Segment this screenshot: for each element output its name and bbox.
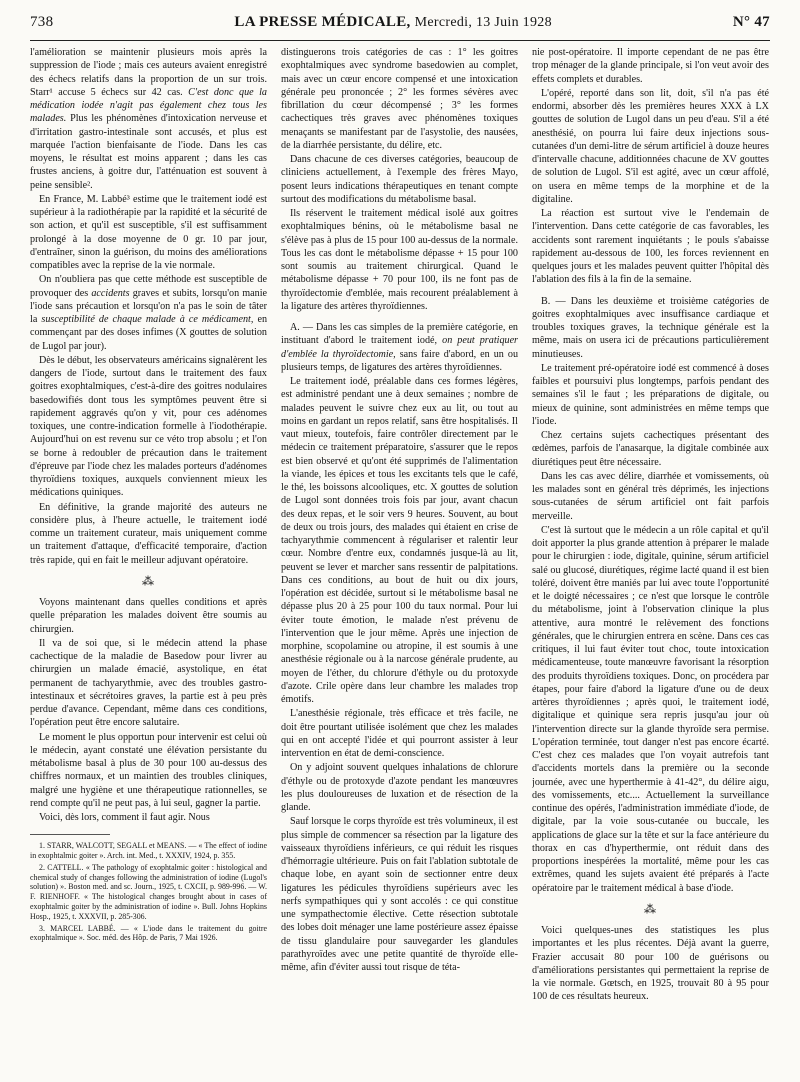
section-divider: ⁂ xyxy=(644,901,657,916)
paragraph: En définitive, la grande majorité des auteurs ne considère plus, à l'heure actuelle, le traitement iodé comme un traitement curateur, mais uniquement comme un traitement d'attaque, d'efficacité temporaire, d'action très rapide, qui en fait le meilleur adjuvant opératoire. xyxy=(30,501,267,566)
paragraph: L'anesthésie régionale, très efficace et très facile, ne doit être pourtant utilisée isolément que chez les malades qui en ont accepté l'idée et qui pourront assister à leur intervention en état de demi-conscience. xyxy=(281,708,518,759)
column-3 xyxy=(532,46,769,1068)
section-b: B. — Dans les deuxième et troisième catégories de goitres exophtalmiques avec insuffisance cardiaque et troubles toxiques graves, la technique générale est la même, mais on usera ici de précautions particulièrement minutieuses. xyxy=(532,295,769,360)
journal-name: LA PRESSE MÉDICALE, xyxy=(234,14,411,30)
paragraph: C'est là surtout que le médecin a un rôle capital et qu'il doit apporter la plus grande attention à préparer le malade pour le chirurgien : iode, digitale, quinine, sérum artificiel salé ou glucosé, diurétiques, régime lacté quand il est bien toléré, doivent être maniés par lui avec toute l'opportunité et le doigté nécessaires ; ce n'est que lorsque le contrôle du métabolisme, joint à l'observation clinique la plus attentive, aura montré le relèvement des fonctions générales, que le chirurgien entrera en scène. Dans ces cas critiques, il lui faut éviter tout choc, toute intoxication médicamenteuse, toute manœuvre favorisant la résorption des produits thyroïdiens toxiques. Donc, on procédera par étapes, pour faire d'abord la ligature d'une ou de deux artères thyroïdiennes ; après quoi, le traitement iodé, digitalique et quinique sera repris jusqu'au jour où l'intervention directe sur la glande thyroïde sera permise. L'opération terminée, tout danger n'est pas encore écarté. C'est chez ces malades que l'on voyait autrefois tant d'accidents mortels dans la première ou la seconde journée, avec une hyperthermie à 41-42°, du délire aigu, des vomissements, etc.... Actuellement la surveillance continue des opérés, l'administration immédiate d'iode, de digitale, par la voie sous-cutanée ou buccale, les applications de glace sur la tête et sur la face antérieure du thorax en cas d'hyperthermie, ont réduit dans des proportions inespérées la mortalité, même pour les cas extrêmes, quand les sujets avaient été préparés à l'acte opératoire par le traitement médical à base d'iode. xyxy=(532,524,769,894)
column-2 xyxy=(281,46,518,1068)
paragraph: Le traitement pré-opératoire iodé est commencé à doses faibles et poursuivi plus longtemps, parfois pendant des semaines s'il le faut ; les préparations de digitale, ou mieux de quinine, sont administrées en même temps que l'iode. xyxy=(532,362,769,427)
footnotes xyxy=(30,841,267,943)
paragraph: La réaction est surtout vive le l'endemain de l'intervention. Dans cette catégorie de cas favorables, les accidents sont rarement inquiétants ; le pouls s'abaisse rapidement au-dessous de 100, les forces reviennent en quelques jours et les malades peuvent quitter l'hôpital dès l'ablation des fils à la fin de la semaine. xyxy=(532,208,769,286)
paragraph: l'amélioration se maintenir plusieurs mois après la suppression de l'iode ; mais ces auteurs avaient enregistré des échecs relatifs dans la proportion de un sur trois. Starr¹ accuse 5 échecs sur 42 cas. C'est donc que la médication iodée n'agit pas également chez tous les malades. Plus les phénomènes d'intoxication nerveuse et d'irritation gastro-intestinale sont accusés, et plus est marquée l'action bienfaisante de l'iode. Dans les cas moyens, le résultat est moins apparent ; dans les cas frustes anciens, à goitre dur, l'atténuation est souvent à peine sensible². xyxy=(30,47,267,191)
section-divider: ⁂ xyxy=(142,573,155,588)
footnote: 1. STARR, WALCOTT, SEGALL et MEANS. — « The effect of iodine in exophtalmic goiter ». Arch. int. Med., t. XXXIV, 1924, p. 355. xyxy=(30,841,267,861)
paragraph: Le moment le plus opportun pour intervenir est celui où le médecin, ayant constaté une élévation persistante du métabolisme basal à plus de 30 pour 100 au-dessus des chiffres normaux, et un maintien des troubles cliniques, malgré une hygiène et une thérapeutique rationnelles, se rend compte qu'il ne peut pas, à lui seul, gagner la partie. xyxy=(30,731,267,809)
issue-number: N° 47 xyxy=(732,14,770,30)
footnote: 2. CATTELL. « The pathology of exophtalmic goiter : histological and chemical study of changes following the administration of iodine (Lugol's solution) ». Boston med. and sc. Journ., 1925, t. CXCII, p. 989-996. — W. F. RIENHOFF. « The histological changes brought about in cases of exophtalmic goiter by the administration of iodine ». Bull. Johns Hopkins Hosp., 1925, t. XXXVII, p. 285-306. xyxy=(30,862,267,921)
paragraph: On n'oubliera pas que cette méthode est susceptible de provoquer des accidents graves et subits, lorsqu'on manie l'iode sans précaution et lorsqu'on n'a pas le soin de tâter la susceptibilité de chaque malade à ce médicament, en commençant par des doses infimes (X gouttes de solution de Lugol par jour). xyxy=(30,274,267,352)
paragraph: nie post-opératoire. Il importe cependant de ne pas être trop ménager de la glande principale, si l'on veut avoir des effets complets et durables. xyxy=(532,47,769,85)
paragraph: Il va de soi que, si le médecin attend la phase cachectique de la maladie de Basedow pour livrer au chirurgien un malade émacié, asystolique, en état permanent de tachyarythmie, avec des troubles gastro-intestinaux et sécrétoires graves, la partie est à peu près perdue d'avance. Cependant, même dans ces conditions, l'opération peut être encore salutaire. xyxy=(30,637,267,729)
paragraph: Chez certains sujets cachectiques présentant des œdèmes, parfois de l'anasarque, la digitale combinée aux diurétiques peut être nécessaire. xyxy=(532,430,769,468)
paragraph: En France, M. Labbé³ estime que le traitement iodé est supérieur à la radiothérapie par la rapidité et la sécurité de son action, et qu'il est susceptible, s'il est suffisamment prolongé à la dose moyenne de 0 gr. 10 par jour, d'entraîner, sinon la guérison, du moins des améliorations compatibles avec la reprise de la vie normale. xyxy=(30,193,267,271)
page-number: 738 xyxy=(30,14,54,30)
column-1 xyxy=(30,46,267,1068)
page-header xyxy=(30,14,770,36)
paragraph: Dans les cas avec délire, diarrhée et vomissements, où les malades sont en général très déprimés, les injections sous-cutanées de sérum artificiel ont fait parfois merveille. xyxy=(532,470,769,522)
paragraph: Voici quelques-unes des statistiques les plus importantes et les plus récentes. Déjà avant la guerre, Frazier accusait 80 pour 100 de guérisons ou d'améliorations persistantes qui permettaient la reprise de la vie normale. Gœtsch, en 1925, trouvait 80 à 95 pour 100 de ces résultats heureux. xyxy=(532,925,769,1003)
footnote: 3. MARCEL LABBÉ. — « L'iode dans le traitement du goitre exophtalmique ». Soc. méd. des Hôp. de Paris, 7 Mai 1926. xyxy=(30,923,267,943)
paragraph: L'opéré, reporté dans son lit, doit, s'il n'a pas été endormi, absorber dès les premières heures XXX à LX gouttes de solution de Lugol dans un peu d'eau. S'il a été anesthésié, on pourra lui faire deux injections sous-cutanées d'un demi-litre de sérum artificiel à douze heures d'intervalle chacune, additionnées chacune de XV gouttes de solution de Lugol. S'il est agité, avec un cœur affolé, on usera en même temps de la morphine et de la digitaline. xyxy=(532,87,769,205)
paragraph: Voici, dès lors, comment il faut agir. Nous xyxy=(39,812,210,823)
paragraph: Le traitement iodé, préalable dans ces formes légères, est administré pendant une à deux semaines ; nombre de malades peuvent le suivre chez eux au lit, ou tout au moins en gardant un repos relatif, sans être hospitalisés. Il vaut mieux, toutefois, faire contrôler directement par le médecin ce traitement préparatoire, s'assurer que le repos est bien observé et qu'ont été supprimés de l'alimentation la viande, les épices et tous les excitants tels que le café, le thé, les boissons alcooliques, etc. X gouttes de solution de Lugol sont données trois fois par jour, avant chacun des deux repas, et le soir vers 9 heures. Souvent, au bout de deux ou trois jours, des malades qui étaient en crise de tachyarythmie commencent à régulariser et ralentir leur cœur. Nombre d'entre eux, condamnés jusque-là au lit, peuvent se lever et marcher sans ressentir de palpitations. Dans ces conditions, au bout de huit ou dix jours, l'opération est décidée, surtout si le métabolisme basal ne dépasse plus 20 à 25 pour 100 du taux normal. Pour lui éviter toute émotion, le malade n'est prévenu de l'intervention que le jour même. Après une injection de morphine, scopolamine ou atropine, il est soumis à une anesthésie régionale ou à la narcose générale prudente, au moyen de l'éther, du chlorure d'éthyle ou du protoxyde d'azote. Crile opère dans leur chambre les malades trop émotifs. xyxy=(281,376,518,705)
journal-title xyxy=(234,14,551,31)
issue-date: Mercredi, 13 Juin 1928 xyxy=(414,15,552,30)
footnote-rule xyxy=(30,834,110,841)
paragraph: Voyons maintenant dans quelles conditions et après quelle préparation les malades doivent être soumis au chirurgien. xyxy=(30,597,267,635)
paragraph: Dans chacune de ces diverses catégories, beaucoup de cliniciens actuellement, à l'exemple des frères Mayo, posent leurs indications thérapeutiques en tenant compte surtout des modifications du métabolisme basal. xyxy=(281,154,518,205)
paragraph: Dès le début, les observateurs américains signalèrent les dangers de l'iode, surtout dans le traitement des faux goitres exophtalmiques, c'est-à-dire des goitres nodulaires basedowifiés dont tous les symptômes peuvent être si rapidement aggravés qu'on y vit, pour ces adénomes toxiques, une contre-indication formelle à l'iodothérapie. Aujourd'hui on est revenu sur ce véto trop absolu ; et l'on se borne à redoubler de précaution dans le traitement d'épreuve par l'iode chez les malades porteurs d'adénomes thyroïdiens toxiques, auxquels conviennent mieux les médications quiniques. xyxy=(30,354,267,499)
paragraph: Sauf lorsque le corps thyroïde est très volumineux, il est plus simple de commencer sa résection par la ligature des vaisseaux thyroïdiens inférieurs, ce qui réduit les risques d'hémorragie ultérieure. Puis on fait l'ablation subtotale de chaque lobe, en ayant soin de sectionner entre deux ligatures les pédicules thyroïdiens supérieurs avec les nerfs sympathiques qui y sont accolés : ce qui constitue une sympathectomie élective. Cette résection subtotale des lobes doit ménager une lame postérieure assez épaisse de tissu glandulaire pour sauvegarder les glandules parathyroïdes avec une petite quantité de thyroïde elle-même, afin d'éviter aussi tout risque de téta- xyxy=(281,816,518,973)
paragraph: distinguerons trois catégories de cas : 1° les goitres exophtalmiques avec syndrome basedowien au complet, mais avec un cœur encore compensé et une intoxication générale peu prononcée ; 2° les formes sévères avec fibrillation du cœur décompensé ; 3° les formes cachectiques très graves avec phénomènes toxiques menaçants se manifestant par de l'asystolie, des nausées, de la diarrhée persistante, du délire, etc. xyxy=(281,47,518,151)
header-rule xyxy=(30,40,770,41)
paragraph: Ils réservent le traitement médical isolé aux goitres exophtalmiques bénins, où le métabolisme basal ne s'élève pas à plus de 15 pour 100 au-dessus de la normale. Tous les cas dont le métabolisme dépasse + 15 pour 100 sont soumis au traitement chirurgical. Quand le métabolisme dépasse + 70 pour 100, ils ne font pas de thyroïdectomie d'emblée, mais recourent préalablement à la ligature des artères thyroïdiennes. xyxy=(281,208,518,312)
article-body xyxy=(30,46,770,1068)
section-a: A. — Dans les cas simples de la première catégorie, en instituant d'abord le traitement iodé, on peut pratiquer d'emblée la thyroïdectomie, sans faire d'abord, en un ou plusieurs temps, de ligatures des artères thyroïdiennes. xyxy=(281,322,518,373)
paragraph: On y adjoint souvent quelques inhalations de chlorure d'éthyle ou de protoxyde d'azote pendant les manœuvres les plus douloureuses de luxation et de résection de la glande. xyxy=(281,762,518,813)
